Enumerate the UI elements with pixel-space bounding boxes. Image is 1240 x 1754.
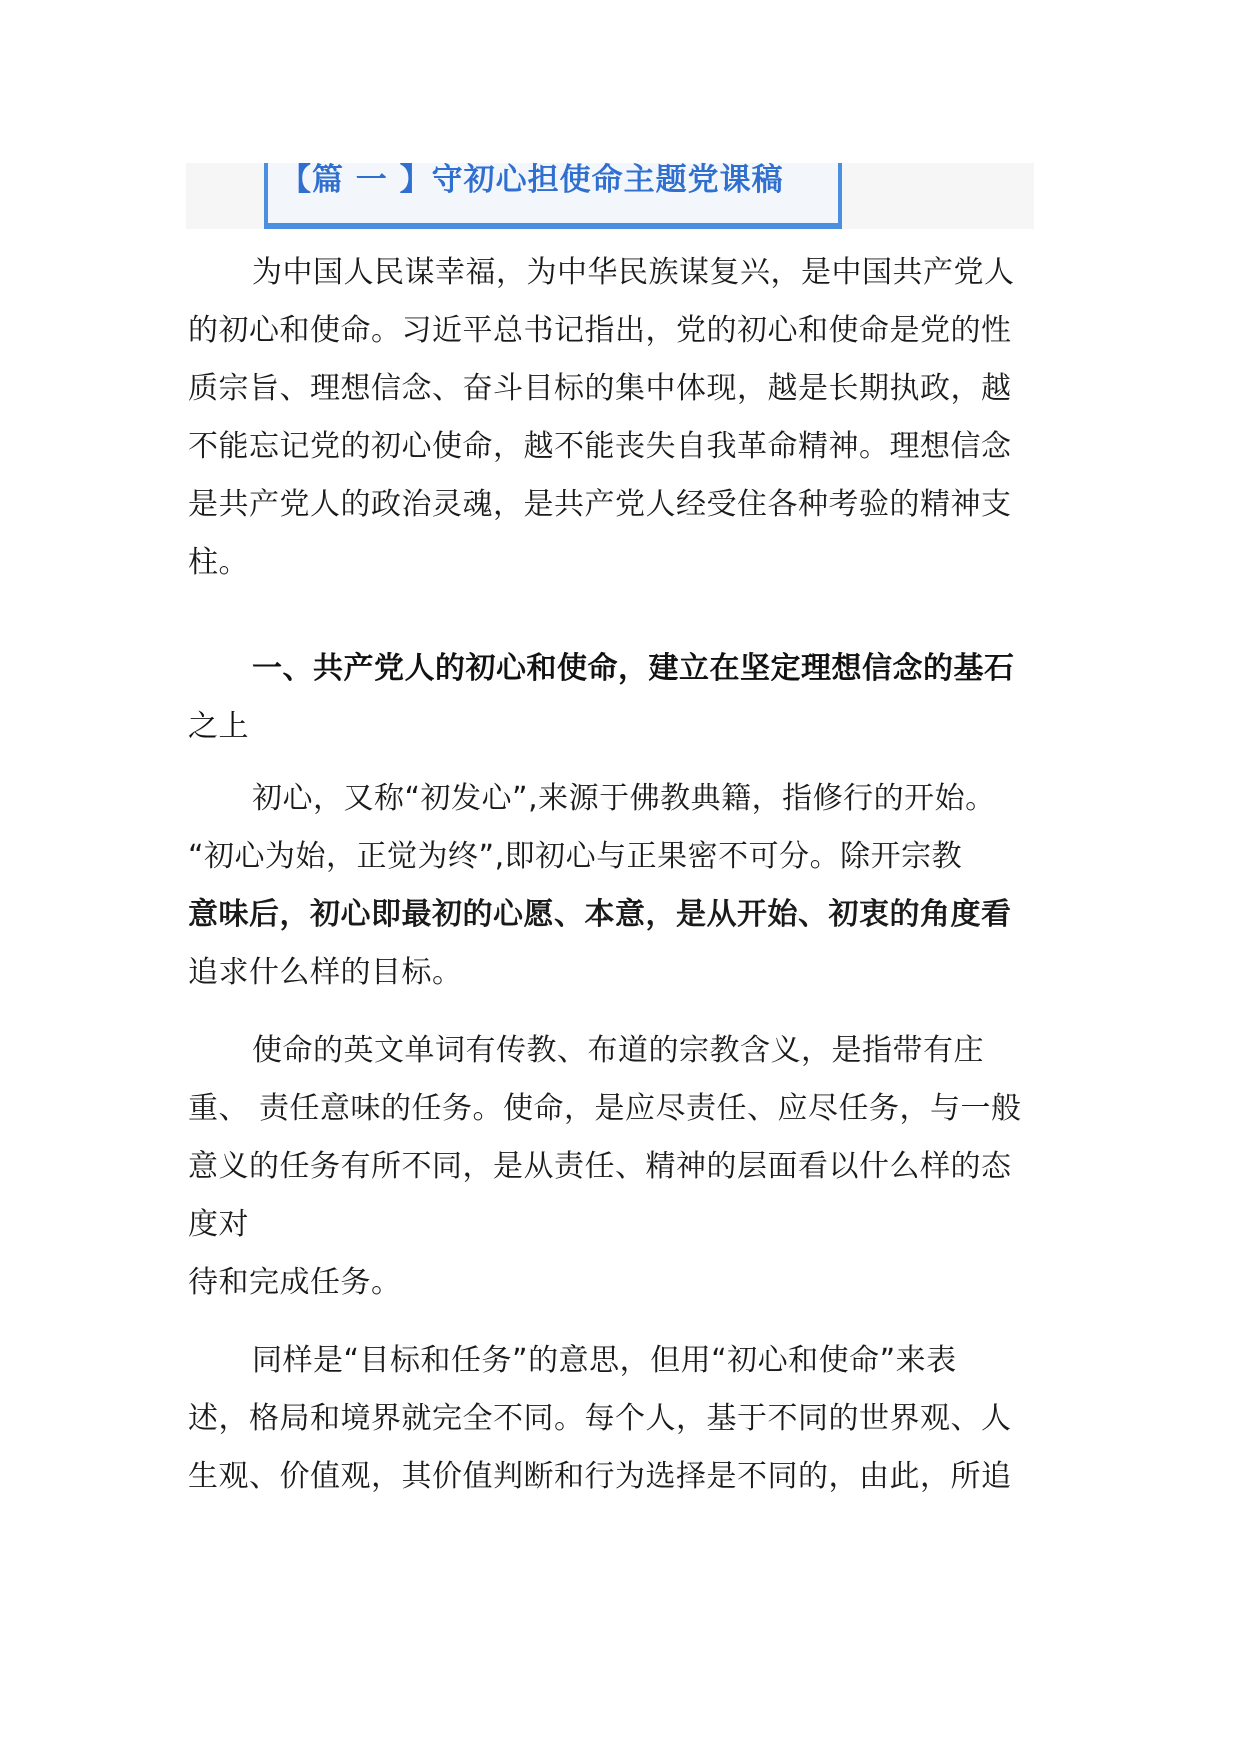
paragraph-line: 待和完成任务。 <box>188 1265 402 1300</box>
heading-line: 之上 <box>188 709 249 744</box>
paragraph-shiming <box>188 1022 1068 1312</box>
paragraph-line: 的初心和使命。习近平总书记指出，党的初心和使命是党的性 <box>188 313 1012 348</box>
paragraph-line: 重、 责任意味的任务。使命，是应尽责任、应尽任务，与一般 <box>188 1091 1022 1126</box>
paragraph-target <box>188 1332 1068 1506</box>
paragraph-line: 质宗旨、理想信念、奋斗目标的集中体现，越是长期执政，越 <box>188 371 1012 406</box>
paragraph-line: 度对 <box>188 1207 249 1242</box>
paragraph-line: 述，格局和境界就完全不同。每个人，基于不同的世界观、人 <box>188 1401 1012 1436</box>
paragraph-chuxin <box>188 770 1068 1002</box>
heading-line: 一、共产党人的初心和使命，建立在坚定理想信念的基石 <box>252 651 1015 686</box>
paragraph-line: 柱。 <box>188 545 249 580</box>
paragraph-line: 意义的任务有所不同，是从责任、精神的层面看以什么样的态 <box>188 1149 1012 1184</box>
document-title: 【篇 一 】守初心担使命主题党课稿 <box>280 162 784 198</box>
paragraph-line: 初心，又称“初发心”,来源于佛教典籍，指修行的开始。 <box>252 781 996 816</box>
paragraph-line: 为中国人民谋幸福，为中华民族谋复兴，是中国共产党人 <box>252 255 1015 290</box>
paragraph-line: 意味后，初心即最初的心愿、本意，是从开始、初衷的角度看 <box>188 897 1012 932</box>
paragraph-line: 使命的英文单词有传教、布道的宗教含义，是指带有庄 <box>252 1033 984 1068</box>
paragraph-line: “初心为始，正觉为终”,即初心与正果密不可分。除开宗教 <box>188 839 963 874</box>
paragraph-line: 追求什么样的目标。 <box>188 955 463 990</box>
paragraph-intro <box>188 244 1068 592</box>
paragraph-line: 是共产党人的政治灵魂，是共产党人经受住各种考验的精神支 <box>188 487 1012 522</box>
paragraph-line: 生观、价值观，其价值判断和行为选择是不同的，由此，所追 <box>188 1459 1012 1494</box>
paragraph-line: 不能忘记党的初心使命，越不能丧失自我革命精神。理想信念 <box>188 429 1012 464</box>
section-heading <box>188 640 1068 756</box>
paragraph-line: 同样是“目标和任务”的意思，但用“初心和使命”来表 <box>252 1343 957 1378</box>
